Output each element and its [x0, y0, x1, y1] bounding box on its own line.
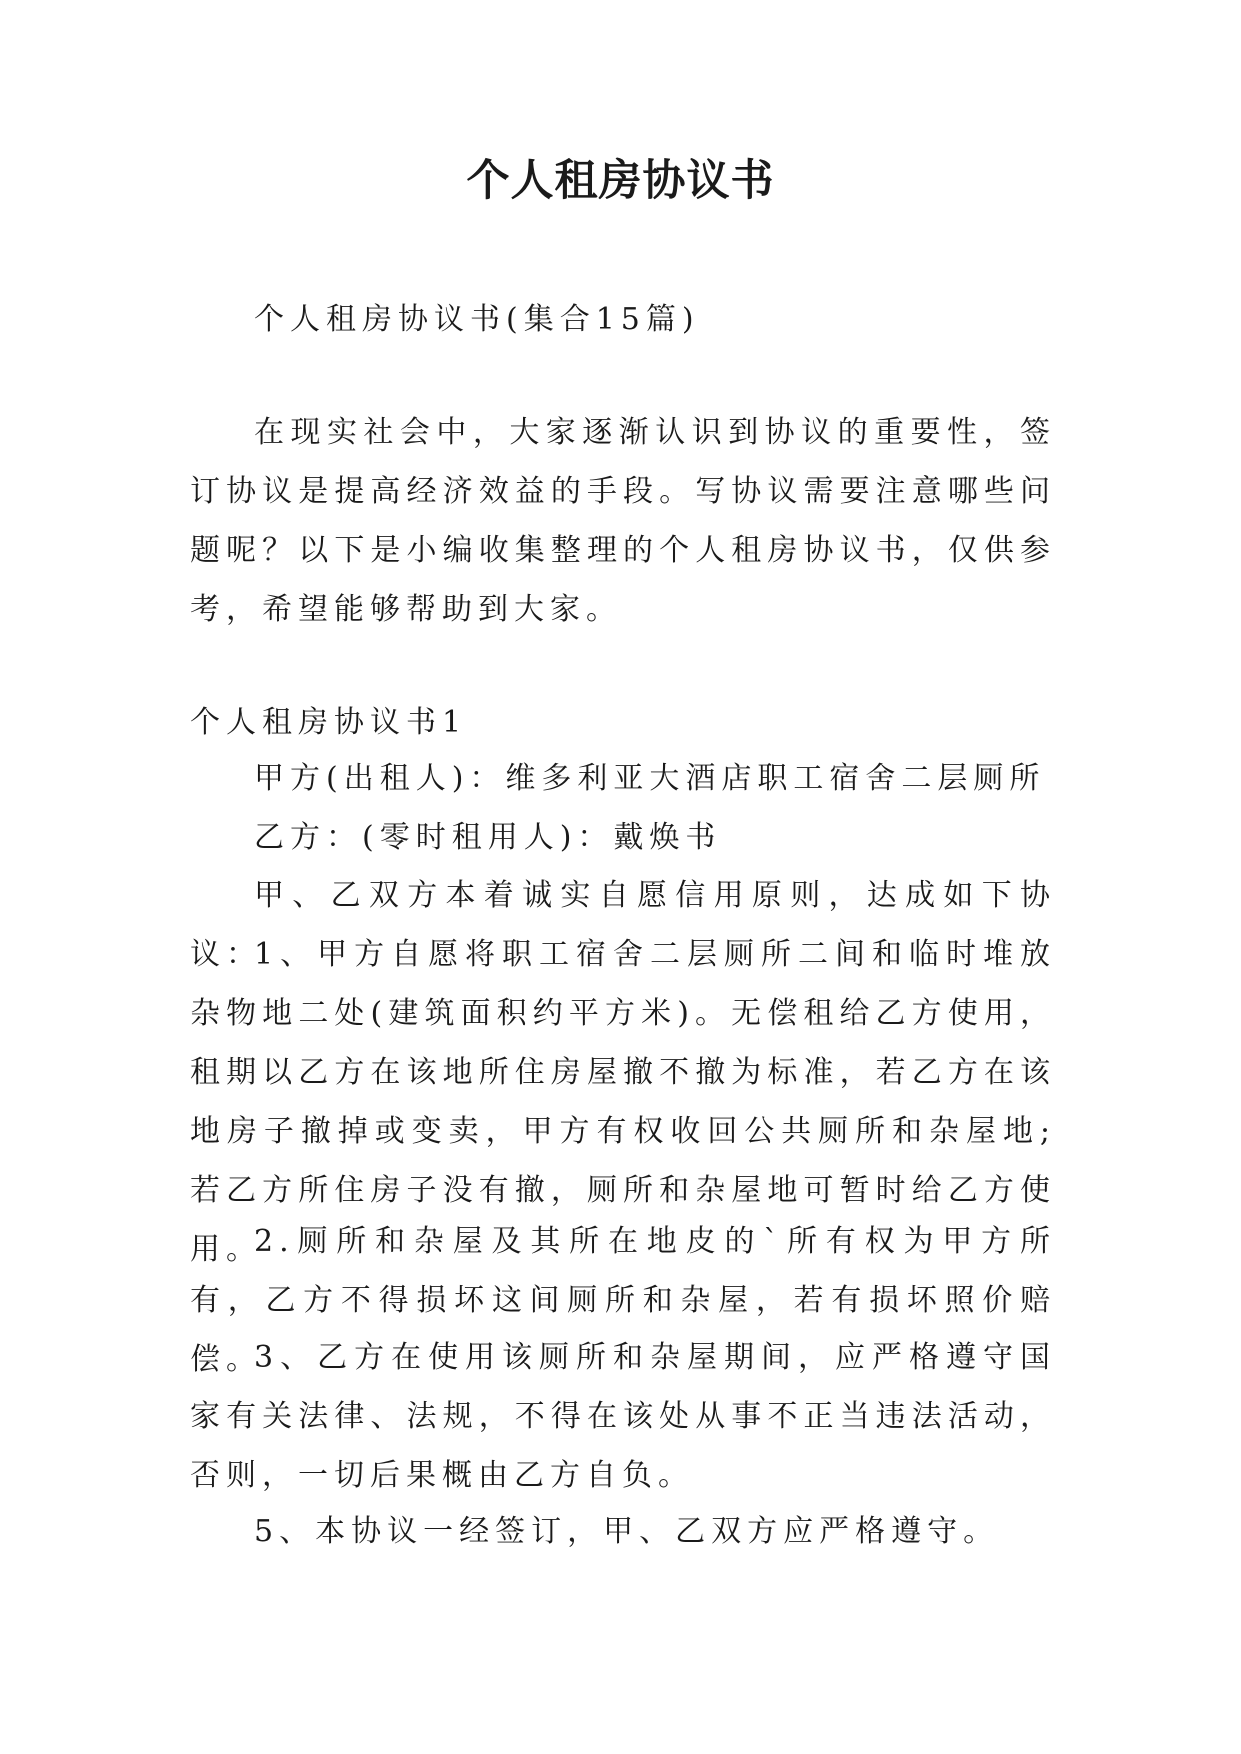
document-title: 个人租房协议书 — [466, 156, 775, 206]
clause-1-paragraph: 1、甲方自愿将职工宿舍二层厕所二间和临时堆放杂物地二处(建筑面积约平方米)。无偿租给乙方使用，租期以乙方在该地所住房屋撤不撤为标准，若乙方在该地房子撤掉或变卖，甲方有权收回公共厕所和杂屋地;若乙方所住房子没有撤，厕所和杂屋地可暂时给乙方使用。 — [190, 937, 1056, 1267]
agreement-lead-line: 甲、乙双方本着诚实自愿信用原则，达成如下协议： — [190, 878, 1056, 972]
intro-paragraph: 在现实社会中，大家逐渐认识到协议的重要性，签订协议是提高经济效益的手段。写协议需要注意哪些问题呢？以下是小编收集整理的个人租房协议书，仅供参考，希望能够帮助到大家。 — [190, 415, 1056, 627]
section-heading: 个人租房协议书1 — [190, 705, 468, 740]
clause-5-paragraph: 5、本协议一经签订，甲、乙双方应严格遵守。 — [254, 1514, 1000, 1549]
party-b-line: 乙方：(零时租用人)：戴焕书 — [254, 820, 722, 855]
party-a-line: 甲方(出租人)：维多利亚大酒店职工宿舍二层厕所 — [254, 761, 1046, 796]
clause-3-paragraph: 3、乙方在使用该厕所和杂屋期间，应严格遵守国家有关法律、法规，不得在该处从事不正当违法活动，否则，一切后果概由乙方自负。 — [190, 1340, 1056, 1493]
document-subtitle: 个人租房协议书(集合15篇) — [254, 302, 700, 337]
clause-2-paragraph: 2.厕所和杂屋及其所在地皮的`所有权为甲方所有，乙方不得损坏这间厕所和杂屋，若有损坏照价赔偿。 — [190, 1224, 1056, 1377]
